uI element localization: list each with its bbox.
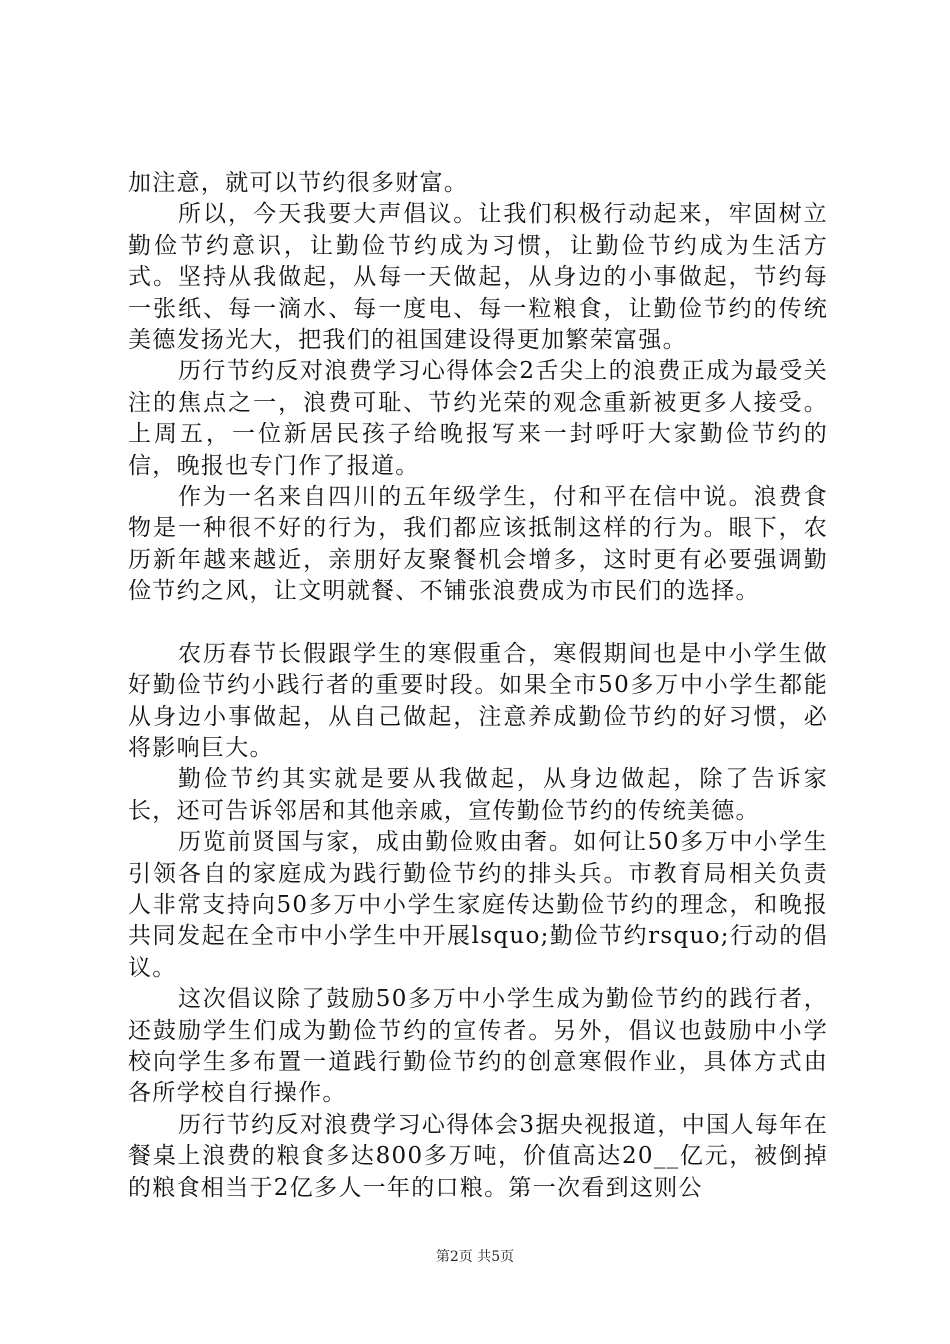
paragraph-winter-holiday: 农历春节长假跟学生的寒假重合，寒假期间也是中小学生做好勤俭节约小践行者的重要时段。如果全市50多万中小学生都能从身边小事做起，从自己做起，注意养成勤俭节约的好习惯，必将影响巨大。 — [128, 640, 828, 761]
paragraph-student-letter: 作为一名来自四川的五年级学生，付和平在信中说。浪费食物是一种很不好的行为，我们都应该抵制这样的行为。眼下，农历新年越来越近，亲朋好友聚餐机会增多，这时更有必要强调勤俭节约之风，让文明就餐、不铺张浪费成为市民们的选择。 — [128, 484, 828, 605]
page-number-footer: 第2页 共5页 — [435, 1249, 515, 1265]
paragraph-initiative: 这次倡议除了鼓励50多万中小学生成为勤俭节约的践行者，还鼓励学生们成为勤俭节约的宣传者。另外，倡议也鼓励中小学校向学生多布置一道践行勤俭节约的创意寒假作业，具体方式由各所学校自行操作。 — [128, 986, 828, 1107]
paragraph-proposal: 所以，今天我要大声倡议。让我们积极行动起来，牢固树立勤俭节约意识，让勤俭节约成为习惯，让勤俭节约成为生活方式。坚持从我做起，从每一天做起，从身边的小事做起，节约每一张纸、每一滴水、每一度电、每一粒粮食，让勤俭节约的传统美德发扬光大，把我们的祖国建设得更加繁荣富强。 — [128, 201, 828, 354]
paragraph-history-quote: 历览前贤国与家，成由勤俭败由奢。如何让50多万中小学生引领各自的家庭成为践行勤俭节约的排头兵。市教育局相关负责人非常支持向50多万中小学生家庭传达勤俭节约的理念，和晚报共同发起在全市中小学生中开展lsquo;勤俭节约rsquo;行动的倡议。 — [128, 829, 828, 981]
document-body — [128, 168, 828, 1204]
paragraph-essay-2-intro: 历行节约反对浪费学习心得体会2舌尖上的浪费正成为最受关注的焦点之一，浪费可耻、节约光荣的观念重新被更多人接受。上周五，一位新居民孩子给晚报写来一封呼吁大家勤俭节约的信，晚报也专门作了报道。 — [128, 358, 828, 479]
paragraph-essay-3-intro: 历行节约反对浪费学习心得体会3据央视报道，中国人每年在餐桌上浪费的粮食多达800多万吨，价值高达20__亿元，被倒掉的粮食相当于2亿多人一年的口粮。第一次看到这则公 — [128, 1111, 828, 1201]
paragraph-start-from-me: 勤俭节约其实就是要从我做起，从身边做起，除了告诉家长，还可告诉邻居和其他亲戚，宣传勤俭节约的传统美德。 — [128, 766, 828, 824]
paragraph-gap — [128, 608, 828, 639]
paragraph-continuation: 加注意，就可以节约很多财富。 — [128, 170, 469, 196]
